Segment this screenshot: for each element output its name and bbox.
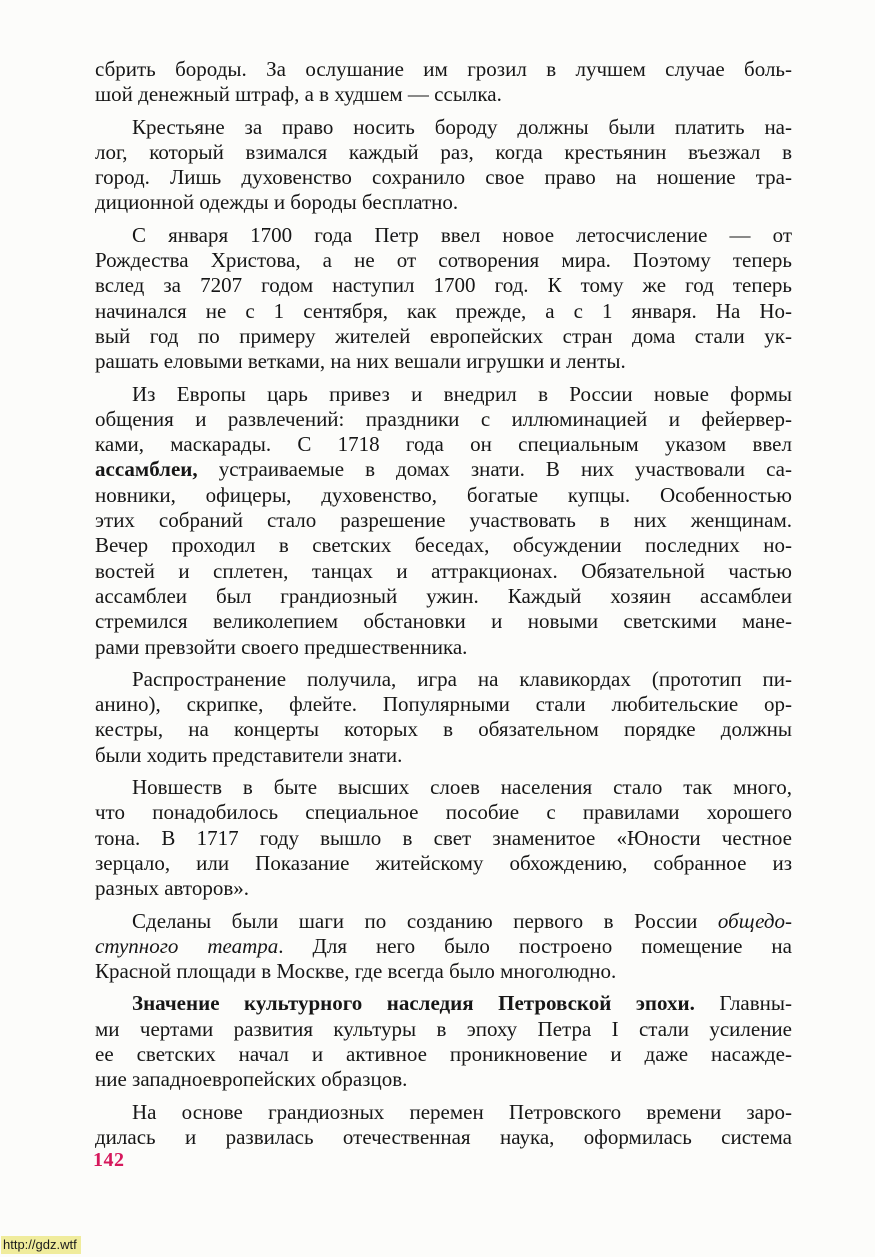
text-run: разных авторов». [95,876,249,901]
text-run: С января 1700 года Петр ввел новое летосчисление — от [132,222,792,247]
text-run: Вечер проходил в светских беседах, обсуждении последних но- [95,533,792,558]
text-line [95,324,792,349]
text-run: были ходить представители знати. [95,742,403,767]
text-run: кестры, на концерты которых в обязательном порядке должны [95,717,792,742]
text-line [95,692,792,717]
text-run: Крестьяне за право носить бороду должны были платить на- [132,114,792,139]
paragraph [95,667,792,768]
text-line [95,432,792,457]
text-run: рами превзойти своего предшественника. [95,634,468,659]
text-run: сбрить бороды. За ослушание им грозил в лучшем случае боль- [95,57,792,81]
text-run: рашать еловыми ветками, на них вешали игрушки и ленты. [95,349,626,374]
text-line [95,1017,792,1042]
text-run: Из Европы царь привез и внедрил в России новые формы [132,381,792,406]
text-run: этих собраний стало разрешение участвовать в них женщинам. [95,508,792,533]
paragraph [95,1100,792,1151]
text-line [95,1100,792,1125]
text-run: . Для него было построено помещение на [278,933,792,958]
text-line [95,223,792,248]
text-line [95,508,792,533]
text-line [95,717,792,742]
text-run: дилась и развилась отечественная наука, оформилась система [95,1124,792,1149]
text-line [95,1125,792,1150]
text-line [95,743,792,768]
text-run: ее светских начал и активное проникновение и даже насажде- [95,1041,792,1066]
text-run: устраиваемые в домах знати. В них участвовали са- [197,457,792,482]
text-run: город. Лишь духовенство сохранило свое право на ношение тра- [95,165,792,190]
text-line [95,115,792,140]
text-run: вслед за 7207 годом наступил 1700 год. К тому же год теперь [95,273,792,298]
text-run: Красной площади в Москве, где всегда было многолюдно. [95,959,617,984]
paragraph [95,909,792,985]
text-line [95,584,792,609]
text-run: диционной одежды и бороды бесплатно. [95,190,459,215]
text-run: ми чертами развития культуры в эпоху Петра I стали усиление [95,1016,792,1041]
text-line [95,851,792,876]
text-line [95,934,792,959]
text-run: На основе грандиозных перемен Петровского времени заро- [132,1099,792,1124]
text-line [95,273,792,298]
text-run: новники, офицеры, духовенство, богатые купцы. Особенностью [95,482,792,507]
paragraph [95,775,792,901]
text-line [95,82,792,107]
text-line [95,533,792,558]
text-run: ступного театра [95,933,279,958]
text-line [95,190,792,215]
text-line [95,1067,792,1092]
paragraph [95,57,792,108]
text-line [95,165,792,190]
text-line [95,909,792,934]
text-run: стремился великолепием обстановки и новыми светскими мане- [95,609,792,634]
text-line [95,991,792,1016]
text-run: шой денежный штраф, а в худшем — ссылка. [95,82,502,107]
text-line [95,57,792,82]
paragraph [95,382,792,660]
text-run: ние западноевропейских образцов. [95,1067,408,1092]
text-line [95,635,792,660]
text-line [95,382,792,407]
paragraph [95,991,792,1092]
text-run: ассамблеи, [95,457,198,482]
text-line [95,800,792,825]
text-run: зерцало, или Показание житейскому обхождению, собранное из [95,850,792,875]
watermark: http://gdz.wtf [1,1236,81,1254]
text-line [95,559,792,584]
text-run: ками, маскарады. С 1718 года он специальным указом ввел [95,432,792,457]
text-line [95,667,792,692]
paragraph [95,223,792,375]
text-run: Значение культурного наследия Петровской эпохи. [132,991,695,1016]
text-line [95,407,792,432]
text-line [95,349,792,374]
text-run: что понадобилось специальное пособие с правилами хорошего [95,800,792,825]
text-run: лог, который взимался каждый раз, когда крестьянин въезжал в [95,139,792,164]
text-line [95,959,792,984]
text-run: Главны- [694,991,792,1016]
text-run: общения и развлечений: праздники с иллюминацией и фейервер- [95,406,792,431]
text-run: востей и сплетен, танцах и аттракционах. Обязательной частью [95,558,792,583]
text-line [95,609,792,634]
text-run: тона. В 1717 году вышло в свет знаменитое «Юности честное [95,825,792,850]
text-line [95,457,792,482]
text-run: Рождества Христова, а не от сотворения мира. Поэтому теперь [95,248,792,273]
text-run: начинался не с 1 сентября, как прежде, а с 1 января. На Но- [95,298,792,323]
text-line [95,483,792,508]
text-line [95,876,792,901]
text-run: Сделаны были шаги по созданию первого в России [132,908,718,933]
text-line [95,775,792,800]
page-body [95,57,792,1150]
text-run: Новшеств в быте высших слоев населения стало так много, [132,775,792,800]
page-number: 142 [93,1149,125,1171]
paragraph [95,115,792,216]
text-line [95,826,792,851]
text-line [95,248,792,273]
text-run: Распространение получила, игра на клавикордах (прототип пи- [132,666,792,691]
text-line [95,299,792,324]
text-run: общедо- [717,908,792,933]
text-line [95,1042,792,1067]
text-run: анино), скрипке, флейте. Популярными стали любительские ор- [95,692,792,717]
text-run: ассамблеи был грандиозный ужин. Каждый хозяин ассамблеи [95,583,792,608]
text-line [95,140,792,165]
text-run: вый год по примеру жителей европейских стран дома стали ук- [95,323,792,348]
